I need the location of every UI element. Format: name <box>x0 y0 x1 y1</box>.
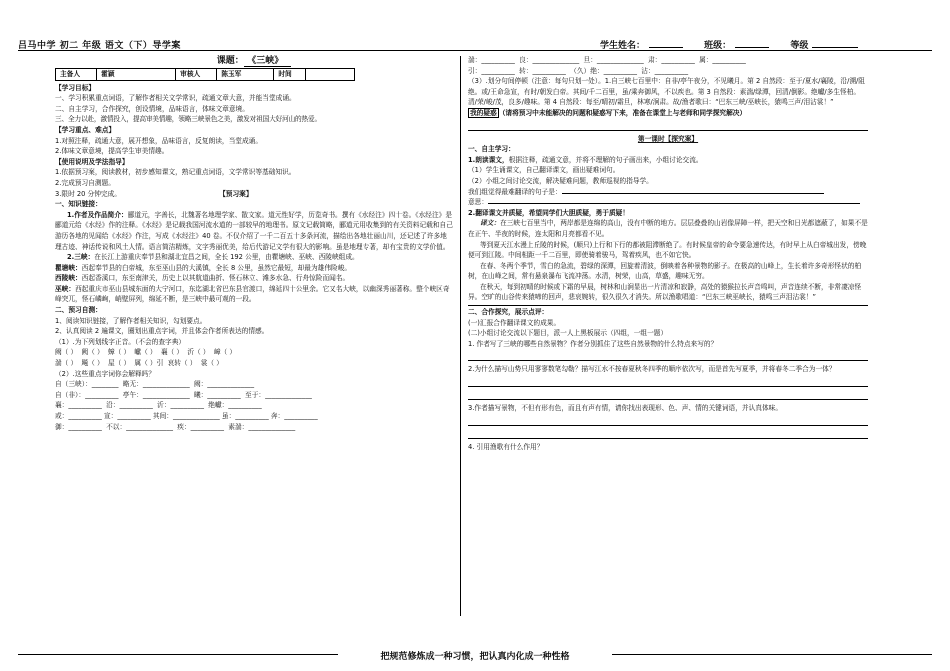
read-instruction: 1.朗读课文，根据注释，疏通文意，并将不理解的句子画出来，小组讨论交流。 <box>468 155 703 164</box>
left-column <box>55 55 453 432</box>
lesson-title: 课题： 《三峡》 <box>55 56 453 67</box>
discussion-question: 2.为什么描写山势只用寥寥数笔勾勒？描写江水不按春夏秋冬四季的顺序依次写，而是首先写夏季，并将春冬二季合为一体？ <box>468 365 836 374</box>
wu-paragraph: 巫峡：西起重庆市巫山县城东面的大宁河口，东迄湖北省巴东县官渡口，绵延四十公里余。它又名大峡，以幽深秀丽著称。整个峡区奇峰突兀，怪石嶙峋，峭壁屏列，绵延不断，是三峡中最可观的一段。 <box>55 284 450 304</box>
translation-paragraph: 译文：在三峡七百里当中，两岸都是连绵的高山，没有中断的地方。层层叠叠的山岩像屏障一样，把天空和日光都遮蔽了，如果不是在正午、半夜的时候，连太阳和月亮都看不见。 <box>468 219 868 238</box>
answer-line[interactable] <box>468 351 868 361</box>
translation-paragraph: 等到夏天江水漫上丘陵的时候，(顺只)上行和下行的都被阻滞断绝了。有时候皇帝的命令要急速传达，有时早上从白帝城出发，傍晚便可到江陵。中间相距一千二百里，即使骑着骏马，驾着疾风，也不如它快。 <box>468 240 867 260</box>
pause-exercise: （3）.划分句间停顿（注意：每句只划一处）。1.自三峡七百里中：自非/亭午夜分，不见曦月。第 2 自然段：至于/夏水/襄陵，沿/溯/阻绝。或/王命急宣，有时/朝发白帝。其间/千二百里，虽/乘奔御风，不以疾也。第 3 自然段：素湍/绿潭，回清/倒影。绝巘/多生怪柏。清/荣/峻/茂，良多/趣味。第 4 自然段：每至/晴初/霜旦，林寒/涧肃。故/渔者歌曰：“巴东三峡/巫峡长，猿鸣三声/泪沾裳！” <box>468 77 865 107</box>
usage-item: 1.依据预习案，阅读教材，初步感知课文，熟记重点词语，文学常识等基础知识。 <box>55 168 296 177</box>
name-blank[interactable] <box>649 47 683 48</box>
answer-line[interactable] <box>468 416 868 426</box>
right-column <box>468 55 868 452</box>
question-pinyin: （1）.为下列划线字正音。（不会的查字典） <box>55 337 186 346</box>
cooperation-item: (二)小组讨论交流以下题目，派一人上黑板展示（四组，一组一题） <box>468 329 668 338</box>
author-paragraph: 1.作者及作品简介：郦道元，字善长，北魏著名地理学家、散文家。道元性好学，历览奇书。撰有《水经注》四十卷。《水经注》是郦道元给《水经》作的注释。《水经》是记载我国河流水道的一部较早的地理书。原文记载简略，郦道元用收集到的有关资料记载和自己游历各地的见闻给《水经》作注，写成《水经注》40 卷。不仅介绍了一千二百五十多条河流，描绘出各地壮丽山川，还记述了许多地理古迹、神话传说和风土人情。语言简洁精炼，文字秀丽优美，给后代游记文学有很大的影响。虽是地理专著，却有宝贵的文学价值。 <box>55 210 453 251</box>
test-item: 1、阅读知识链接，了解作者相关知识，勾划要点。 <box>55 316 207 325</box>
hard-sentence-blank[interactable] <box>562 193 824 194</box>
goal-item: 二、自主学习，合作探究，创设情境，品味语言，体味文章意境。 <box>55 104 249 113</box>
goal-item: 一、学习积累重点词语，了解作者相关文学常识，疏通文章大意，并能当堂成诵。 <box>55 94 296 103</box>
usage-item: 2.完成预习自测题。 <box>55 178 115 187</box>
vocab-row[interactable]: 襄：__________ 沿：__________ 沂：__________ 绝巘：__________ <box>55 401 262 410</box>
meta-cell[interactable] <box>306 69 355 81</box>
meta-table <box>55 68 355 81</box>
question-vocab: （2）.这些重点字词你会解释吗？ <box>55 369 156 378</box>
doubt-instruction: （请将预习中未能解决的问题和疑惑写下来，准备在课堂上与老师和同学探究解决） <box>498 108 747 117</box>
vocab-row[interactable]: 或：__________ 宣：__________ 其间：______________ 虽：__________ 奔：__________ <box>55 412 318 420</box>
knowledge-heading: 一、知识链接： <box>55 200 102 209</box>
meaning-blank[interactable] <box>488 203 860 204</box>
doubt-tag: 我的疑惑 <box>470 108 497 117</box>
cooperation-heading: 二、合作探究，展示点评： <box>468 308 549 317</box>
read-step: （1）学生诵课文，自己翻译课文，画出疑难词句。 <box>468 166 620 175</box>
usage-last-row <box>55 189 453 200</box>
discussion-question: 3.作者描写景物，不但有形有色，而且有声有情，请你找出表现形、色、声、情的关键词语，并认真体味。 <box>468 404 783 413</box>
vocab-row[interactable]: 自（非）：__________ 亭午：______________ 曦：__________ 至于：______________ <box>55 390 312 399</box>
test-item: 2、认真阅读 2 遍课文，圈划出重点字词，并且体会作者所表达的情感。 <box>55 327 269 336</box>
translation-paragraph: 在春、冬两个季节，雪白的急流，碧绿的深潭，回旋着清波，倒映着各种景物的影子。在极高的山峰上，生长着许多奇形怪状的柏树，在山峰之间，常有悬泉瀑布飞流冲荡。水清，树荣，山高，草盛，趣味无穷。 <box>468 261 862 281</box>
vocab-row[interactable]: 御：__________ 不以：______________ 疾：__________ 素湍：______________ <box>55 422 296 431</box>
goal-item: 三、全力以赴，激情投入，提高审美情趣，领略三峡景色之美，激发对祖国大好河山的热爱。 <box>55 115 321 124</box>
school-header: 吕马中学 初二 年级 语文（下）导学案 <box>18 41 181 51</box>
doubt-answer-line[interactable] <box>468 121 868 131</box>
hard-sentence-row[interactable]: 我们组觉得最难翻译的句子是： <box>468 187 868 198</box>
footer-motto: 把规范修炼成一种习惯，把认真内化成一种性格 <box>380 652 570 662</box>
usage-heading: 【使用说明及学法指导】 <box>55 157 129 166</box>
meta-cell: 陈玉军 <box>217 69 274 81</box>
cooperation-item: (一)汇报合作翻译课文的成果。 <box>468 318 561 327</box>
key-item: 1.对照注释，疏通大意，展开想象，品味语言，反复朗读，当堂成诵。 <box>55 136 263 145</box>
meta-cell: 主备人 <box>56 69 97 81</box>
discussion-question: 1. 作者写了三峡的哪些自然景物？作者分别抓住了这些自然景物的什么特点来写的？ <box>468 339 718 348</box>
grade-blank[interactable] <box>812 47 858 48</box>
vocab-row[interactable]: 湍：__________ 良：______________ 旦：______________ 肃：__________ 属：__________ <box>468 56 746 64</box>
test-heading: 二、预习自测： <box>55 306 102 315</box>
header-rule <box>18 50 932 51</box>
lesson-section-title: 第一课时【探究案】 <box>637 134 699 143</box>
preview-tag: 【预习案】 <box>219 189 253 198</box>
lesson-title-text: 《三峡》 <box>244 56 292 67</box>
answer-line[interactable] <box>468 377 868 387</box>
meaning-row[interactable]: 意思： <box>468 197 868 208</box>
goals-heading: 【学习目标】 <box>55 83 96 92</box>
answer-line[interactable] <box>468 429 868 439</box>
key-item: 2.体味文章意境，提高学生审美情趣。 <box>55 147 169 156</box>
vocab-row[interactable]: 引：__________ 转：__________ （久）绝：__________ 沾：__________ <box>468 66 689 75</box>
doubt-row <box>468 108 868 119</box>
pinyin-row[interactable]: 阙（ ） 阙（ ） 蟑（ ） 巘（ ） 襄（ ） 沂（ ） 嶂（ ） <box>55 348 237 357</box>
read-step: （2）小组之间讨论交流，解决疑难问题，教师巡视的指导学。 <box>468 176 653 185</box>
meta-cell: 时间 <box>274 69 306 81</box>
answer-line[interactable] <box>468 390 868 400</box>
column-divider <box>460 56 461 616</box>
class-blank[interactable] <box>735 47 769 48</box>
class-label: 班级： <box>704 41 732 51</box>
translation-heading: 2.翻译课文并质疑，希望同学们大胆质疑，勇于质疑！ <box>468 208 630 217</box>
usage-item: 3.限时 20 分钟完成。 <box>55 189 121 198</box>
vocab-row[interactable]: 自（三峡）：________ 略无：______________ 阙：______________ <box>55 380 255 389</box>
meta-cell: 霍颖 <box>97 69 176 81</box>
name-label: 学生姓名： <box>600 41 646 51</box>
meta-cell: 审核人 <box>176 69 217 81</box>
qutang-paragraph: 瞿塘峡：西起奉节县的白帝城，东至巫山县的大溪镇，全长 8 公里，虽然它最短，却最为雄伟险峻。 <box>55 263 352 272</box>
self-study-heading: 一、自主学习： <box>468 145 515 154</box>
xiling-paragraph: 西陵峡：西起香溪口，东至南津关，历史上以其航道曲折、怪石林立、滩多水急、行舟惊险而闻名。 <box>55 274 350 283</box>
gorge-paragraph: 2.三峡：在长江上游重庆奉节县和湖北宜昌之间，全长 192 公里，由瞿塘峡、巫峡、西陵峡组成。 <box>67 253 359 262</box>
grade-label: 等级 <box>790 41 809 51</box>
translation-paragraph: 在秋天，每到初晴的时候或下霜的早晨，树林和山涧显出一片清凉和寂静，高处的猿猴拉长声音鸣叫，声音连续不断，非常凄凉怪异。空旷的山谷传来猿啼的回声，悲哀婉转，很久很久才消失。所以渔歌唱道：“巴东三峡巫峡长，猿鸣三声泪沾裳！” <box>468 282 862 302</box>
pinyin-row[interactable]: 湍（ ） 飚（ ） 屋（ ） 属（ ）引 哀转（ ） 裳（ ） <box>55 359 223 368</box>
keys-heading: 【学习重点、难点】 <box>55 125 116 134</box>
discussion-question: 4. 引用渔歌有什么作用？ <box>468 442 544 451</box>
answer-line[interactable] <box>468 304 868 306</box>
